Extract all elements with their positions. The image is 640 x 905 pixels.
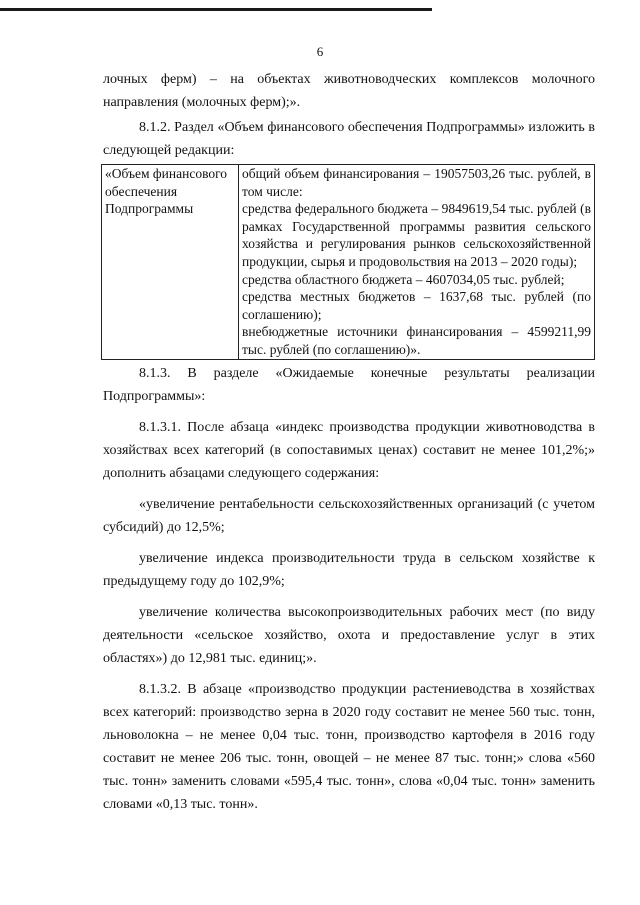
table-right-cell (239, 165, 595, 360)
document-body (103, 68, 595, 818)
table-line-extrabudget: внебюджетные источники финансирования – 4599211,99 тыс. рублей (по соглашению)». (242, 324, 591, 357)
top-rule (0, 8, 432, 11)
paragraph-continuation: лочных ферм) – на объектах животноводческих комплексов молочного направления (молочных ферм);». (103, 72, 595, 110)
paragraph-8-1-3: 8.1.3. В разделе «Ожидаемые конечные результаты реализации Подпрограммы»: (103, 365, 595, 404)
table-line-local: средства местных бюджетов – 1637,68 тыс. рублей (по соглашению); (242, 289, 591, 322)
page-number: 6 (316, 44, 324, 59)
paragraph-jobs: увеличение количества высокопроизводительных рабочих мест (по виду деятельности «сельское хозяйство, охота и предоставление услуг в этих областях») до 12,981 тыс. единиц;». (103, 604, 595, 666)
paragraph-8-1-3-2: 8.1.3.2. В абзаце «производство продукции растениеводства в хозяйствах всех категорий: производство зерна в 2020 году составит не менее 560 тыс. тонн, льноволокна – не менее 0,04 тыс. тонн, производство картофеля в 2016 году составит не менее 206 тыс. тонн, овощей – не менее 87 тыс. тонн;» слова «560 тыс. тонн» заменить словами «595,4 тыс. тонн», слова «0,04 тыс. тонн» заменить словами «0,13 тыс. тонн». (103, 681, 595, 812)
table-left-cell: «Объем финансового обеспечения Подпрограммы (102, 165, 239, 360)
table-line-total: общий объем финансирования – 19057503,26 тыс. рублей, в том числе: (242, 166, 591, 199)
table-line-regional: средства областного бюджета – 4607034,05 тыс. рублей; (242, 271, 565, 287)
financing-table (101, 164, 595, 360)
paragraph-8-1-3-1: 8.1.3.1. После абзаца «индекс производства продукции животноводства в хозяйствах всех категорий (в сопоставимых ценах) составит не менее 101,2%;» дополнить абзацами следующего содержания: (103, 419, 595, 481)
paragraph-8-1-2: 8.1.2. Раздел «Объем финансового обеспечения Подпрограммы» изложить в следующей редакции: (103, 120, 595, 158)
paragraph-profitability: «увеличение рентабельности сельскохозяйственных организаций (с учетом субсидий) до 12,5%; (103, 496, 595, 535)
table-line-federal: средства федерального бюджета – 9849619,54 тыс. рублей (в рамках Государственной программы развития сельского хозяйства и регулирования рынков сельскохозяйственной продукции, сырья и продовольствия на 2013 – 2020 годы); (242, 201, 591, 269)
paragraph-productivity: увеличение индекса производительности труда в сельском хозяйстве к предыдущему году до 102,9%; (103, 550, 595, 589)
